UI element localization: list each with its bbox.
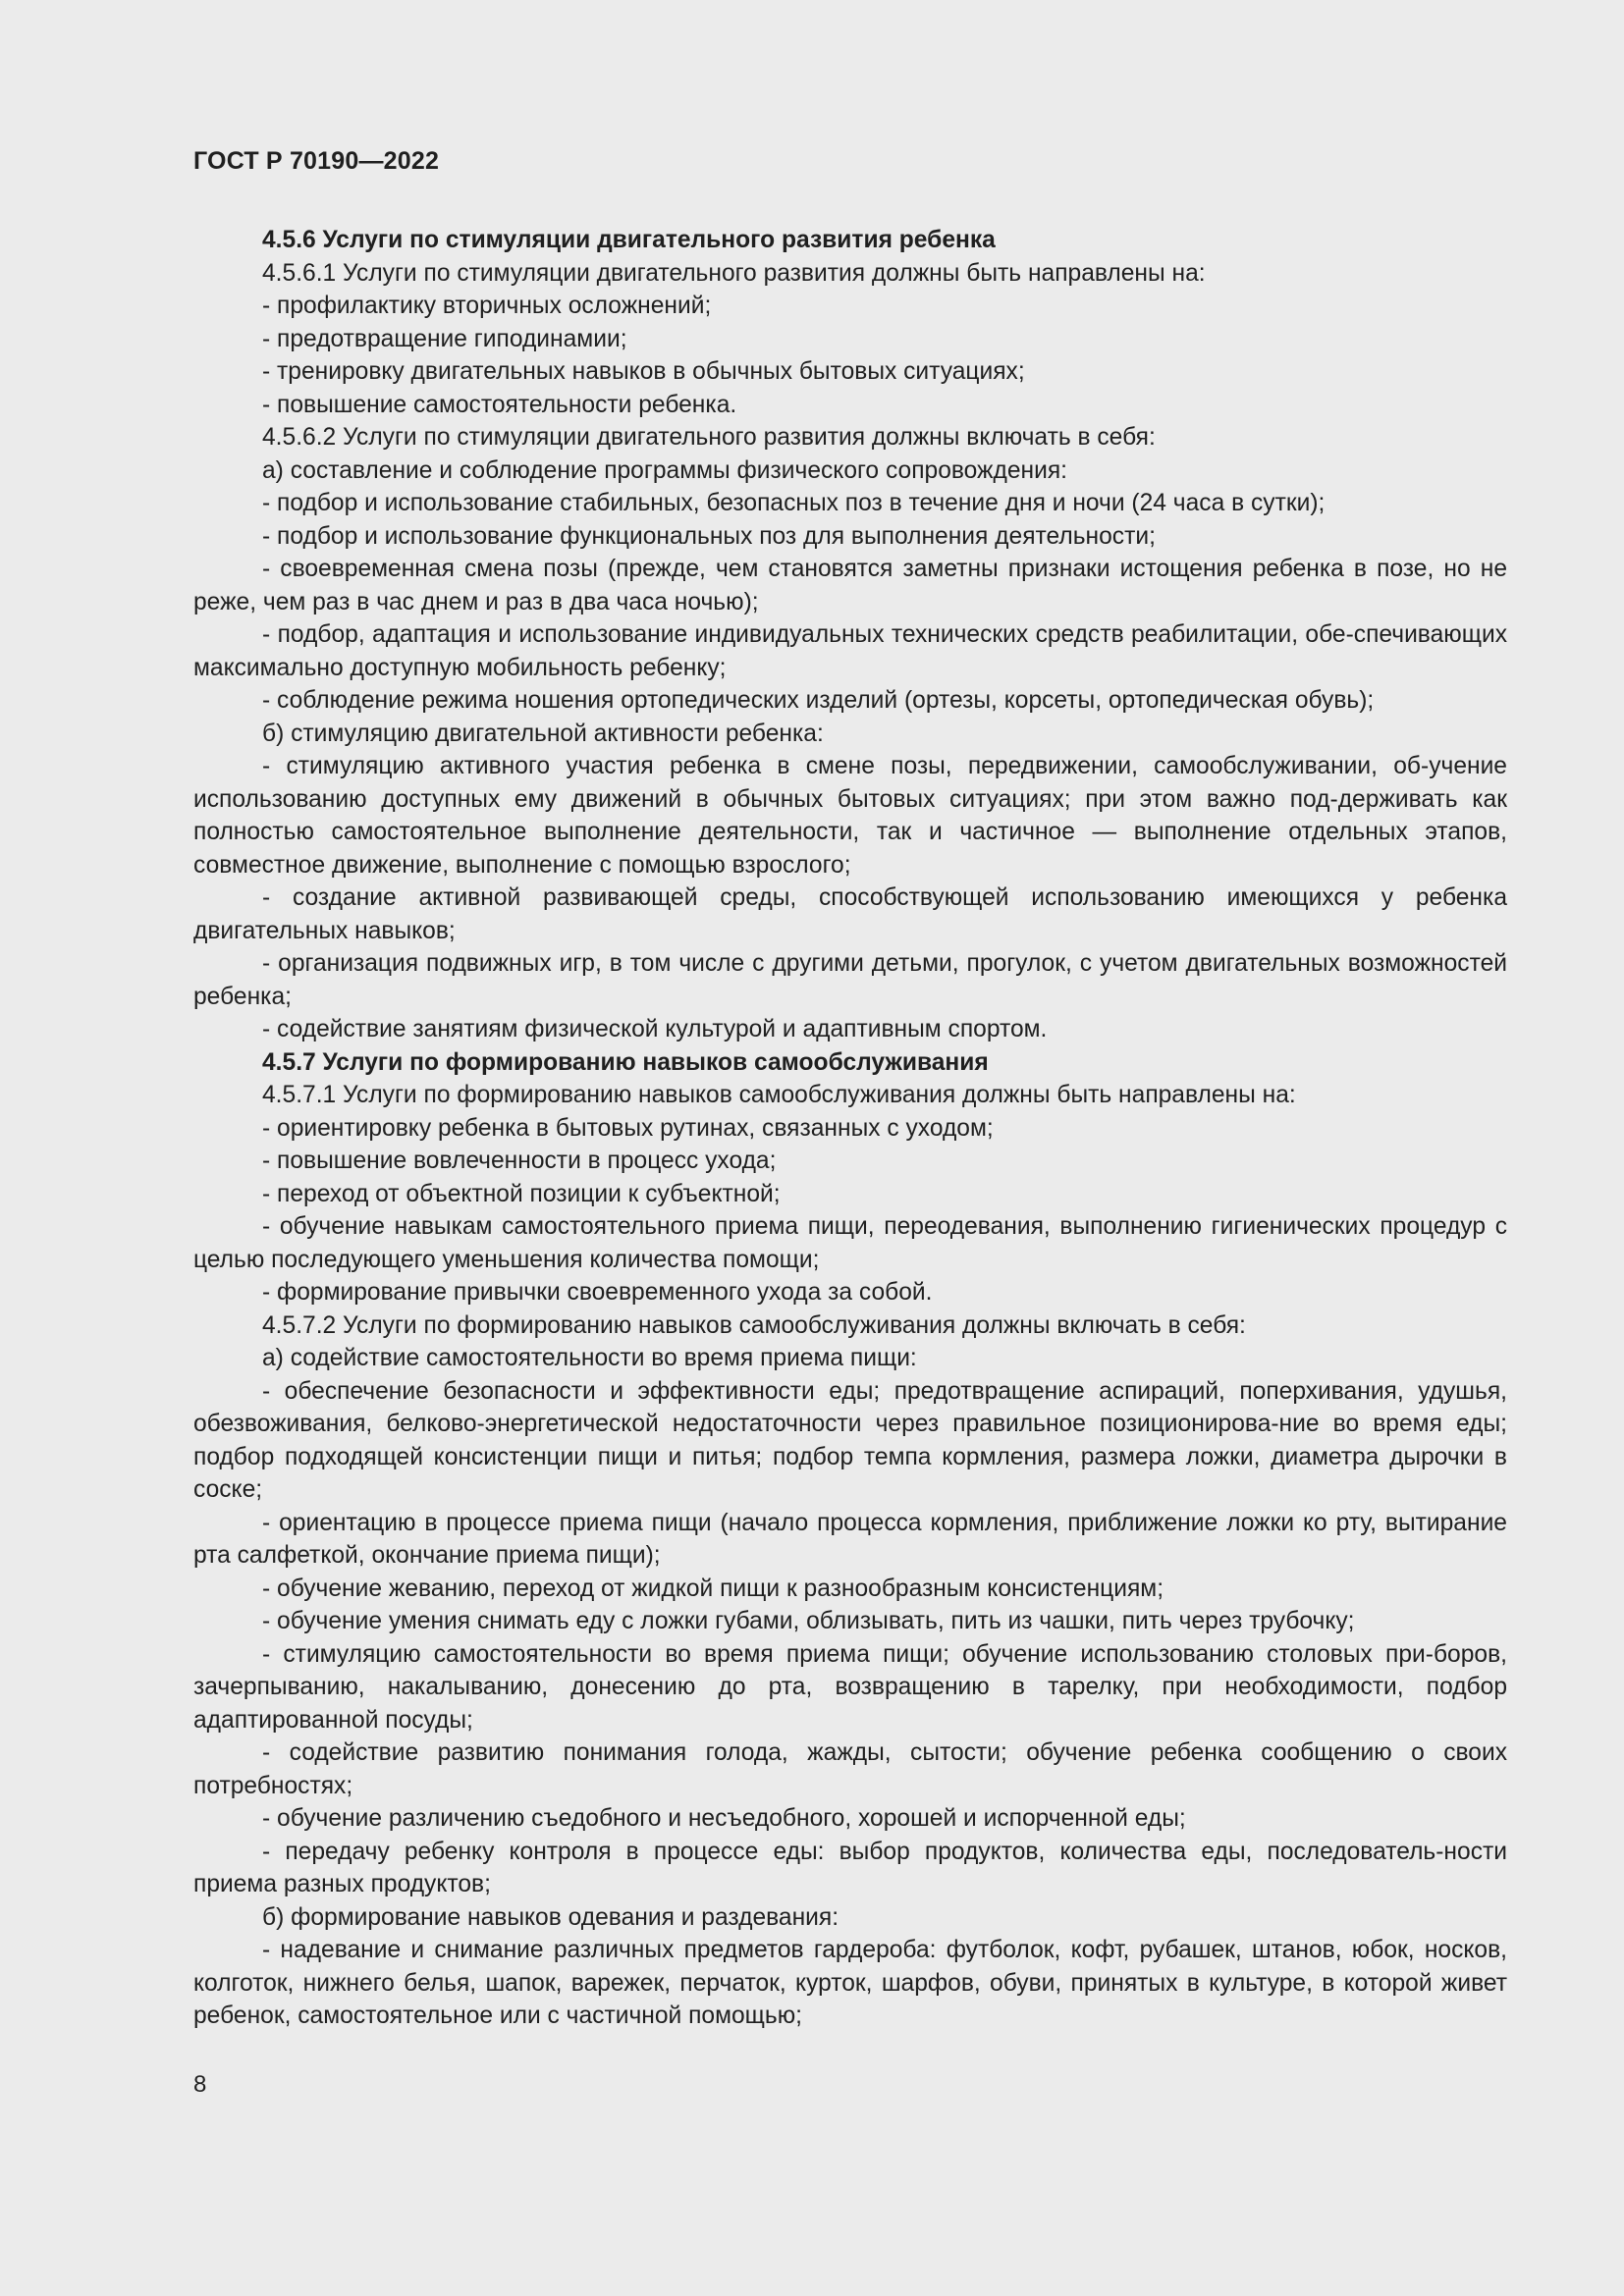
list-item: а) содействие самостоятельности во время приема пищи: — [262, 1345, 917, 1371]
section-heading-4-5-6: 4.5.6 Услуги по стимуляции двигательного развития ребенка — [262, 227, 996, 253]
list-item: - своевременная смена позы (прежде, чем становятся заметны признаки истощения ребенка в позе, но не реже, чем раз в час днем и раз в два часа ночью); — [193, 556, 1507, 615]
list-item: - передачу ребенку контроля в процессе еды: выбор продуктов, количества еды, последователь-ности приема разных продуктов; — [193, 1838, 1507, 1897]
list-item: - повышение вовлеченности в процесс ухода; — [262, 1148, 777, 1174]
list-item: - тренировку двигательных навыков в обычных бытовых ситуациях; — [262, 358, 1025, 385]
paragraph: 4.5.6.2 Услуги по стимуляции двигательного развития должны включать в себя: — [262, 424, 1156, 451]
list-item: - предотвращение гиподинамии; — [262, 325, 627, 352]
list-item: - соблюдение режима ношения ортопедических изделий (ортезы, корсеты, ортопедическая обувь); — [262, 687, 1375, 714]
list-item: - содействие развитию понимания голода, жажды, сытости; обучение ребенка сообщению о своих потребностях; — [193, 1739, 1507, 1799]
page-number: 8 — [193, 2071, 207, 2098]
document-body — [193, 224, 1507, 2033]
list-item: - организация подвижных игр, в том числе с другими детьми, прогулок, с учетом двигательных возможностей ребенка; — [193, 950, 1507, 1010]
list-item: - подбор и использование функциональных поз для выполнения деятельности; — [262, 522, 1156, 550]
list-item: - обучение жеванию, переход от жидкой пищи к разнообразным консистенциям; — [262, 1575, 1164, 1602]
list-item: - обеспечение безопасности и эффективности еды; предотвращение аспираций, поперхивания, удушья, обезвоживания, белково-энергетической недостаточности через правильное позиционирова-ние во время еды; подбор подходящей консистенции пищи и питья; подбор темпа кормления, размера ложки, диаметра дырочки в соске; — [193, 1377, 1507, 1503]
section-heading-4-5-7: 4.5.7 Услуги по формированию навыков самообслуживания — [262, 1048, 989, 1076]
list-item: - обучение навыкам самостоятельного приема пищи, переодевания, выполнению гигиенических процедур с целью последующего уменьшения количества помощи; — [193, 1213, 1507, 1273]
list-item: - стимуляцию самостоятельности во время приема пищи; обучение использованию столовых при-боров, зачерпыванию, накалыванию, донесению до рта, возвращению в тарелку, при необходимости, подбор адаптированной посуды; — [193, 1640, 1507, 1734]
paragraph: 4.5.7.1 Услуги по формированию навыков самообслуживания должны быть направлены на: — [262, 1082, 1296, 1108]
list-item: - стимуляцию активного участия ребенка в смене позы, передвижении, самообслуживании, об-учение использованию доступных ему движений в обычных бытовых ситуациях; при этом важно под-держивать как полностью самостоятельное выполнение деятельности, так и частичное — выполнение отдельных этапов, совместное движение, выполнение с помощью взрослого; — [193, 753, 1507, 879]
paragraph: 4.5.7.2 Услуги по формированию навыков самообслуживания должны включать в себя: — [262, 1311, 1246, 1339]
list-item: - подбор, адаптация и использование индивидуальных технических средств реабилитации, обе-спечивающих максимально доступную мобильность ребенку; — [193, 621, 1507, 681]
list-item: - обучение умения снимать еду с ложки губами, облизывать, пить из чашки, пить через трубочку; — [262, 1608, 1355, 1634]
list-item: - ориентацию в процессе приема пищи (начало процесса кормления, приближение ложки ко рту, вытирание рта салфеткой, окончание приема пищи); — [193, 1509, 1507, 1569]
list-item: - повышение самостоятельности ребенка. — [262, 391, 737, 418]
list-item: - создание активной развивающей среды, способствующей использованию имеющихся у ребенка двигательных навыков; — [193, 884, 1507, 944]
list-item: б) стимуляцию двигательной активности ребенка: — [262, 720, 824, 747]
list-item: - переход от объектной позиции к субъектной; — [262, 1180, 781, 1207]
list-item: - ориентировку ребенка в бытовых рутинах, связанных с уходом; — [262, 1114, 994, 1142]
list-item: - обучение различению съедобного и несъедобного, хорошей и испорченной еды; — [262, 1805, 1186, 1832]
list-item: - профилактику вторичных осложнений; — [262, 293, 712, 319]
paragraph: 4.5.6.1 Услуги по стимуляции двигательного развития должны быть направлены на: — [262, 259, 1206, 287]
list-item: - надевание и снимание различных предметов гардероба: футболок, кофт, рубашек, штанов, юбок, носков, колготок, нижнего белья, шапок, варежек, перчаток, курток, шарфов, обуви, принятых в культуре, в которой живет ребенок, самостоятельное или с частичной помощью; — [193, 1937, 1507, 2029]
list-item: а) составление и соблюдение программы физического сопровождения: — [262, 456, 1068, 484]
list-item: - подбор и использование стабильных, безопасных поз в течение дня и ночи (24 часа в сутки); — [262, 490, 1326, 516]
document-header: ГОСТ Р 70190—2022 — [193, 147, 440, 175]
list-item: - формирование привычки своевременного ухода за собой. — [262, 1279, 933, 1306]
list-item: - содействие занятиям физической культурой и адаптивным спортом. — [262, 1016, 1048, 1042]
list-item: б) формирование навыков одевания и раздевания: — [262, 1903, 839, 1931]
